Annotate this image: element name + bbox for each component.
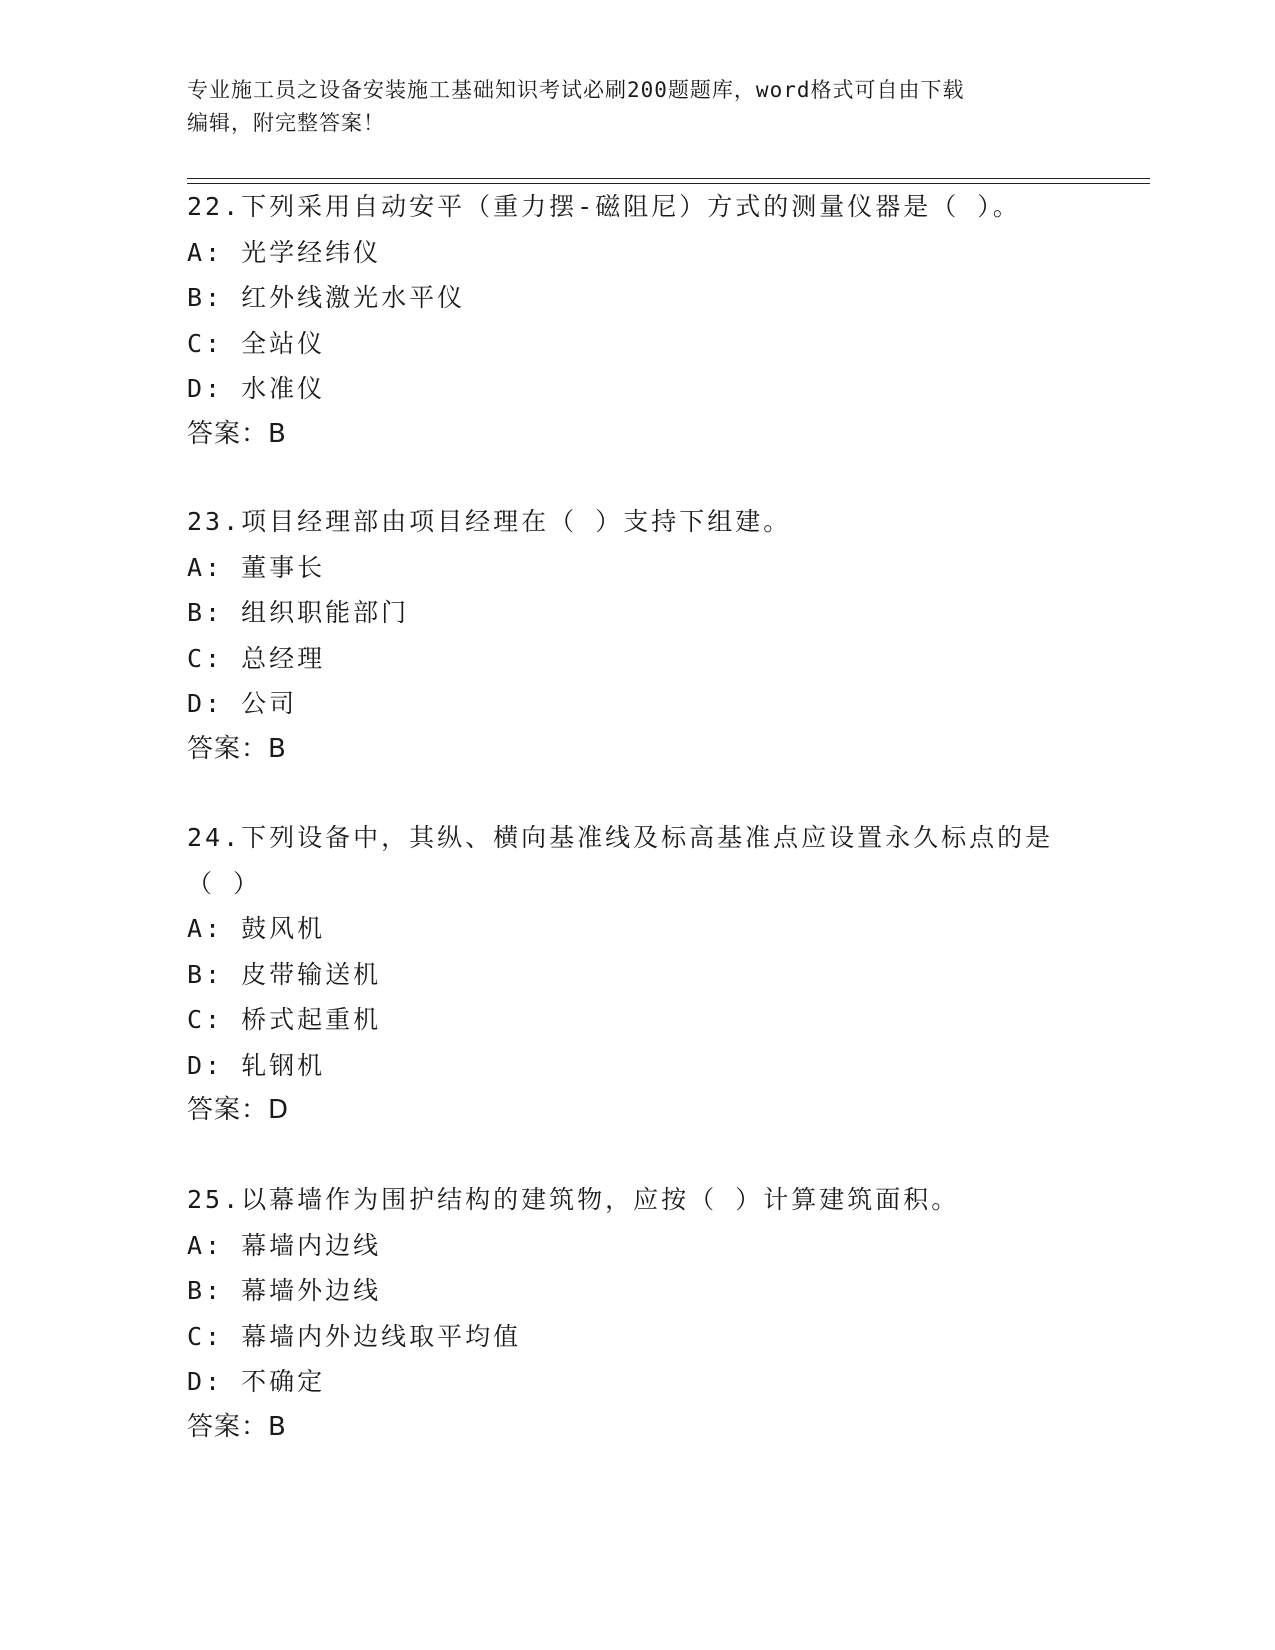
question-stem: 25.以幕墙作为围护结构的建筑物，应按（ ）计算建筑面积。 [187,1185,960,1214]
option-c: C: 全站仪 [187,328,326,358]
option-b: B: 皮带输送机 [187,959,382,989]
option-a: A: 鼓风机 [187,914,326,943]
header-line-2: 编辑，附完整答案！ [187,111,385,135]
answer-label: 答案：D [187,1095,290,1125]
option-d: D: 水准仪 [187,374,326,403]
answer-label: 答案：B [187,733,287,764]
answer-label: 答案：B [187,1411,287,1442]
option-b: B: 幕墙外边线 [187,1276,382,1305]
option-b: B: 组织职能部门 [187,598,410,627]
option-d: D: 公司 [187,689,298,718]
option-c: C: 总经理 [187,643,326,673]
option-c: C: 桥式起重机 [187,1005,382,1034]
question-22 [187,184,1087,457]
question-stem-line-2: （ ） [187,868,262,898]
option-a: A: 光学经纬仪 [187,237,382,267]
question-stem-line-1: 24.下列设备中，其纵、横向基准线及标高基准点应设置永久标点的是 [187,823,1054,852]
answer-label: 答案：B [187,418,287,449]
option-d: D: 不确定 [187,1367,326,1396]
option-b: B: 红外线激光水平仪 [187,283,466,312]
option-a: A: 幕墙内边线 [187,1230,382,1260]
question-stem: 23.项目经理部由项目经理在（ ）支持下组建。 [187,507,792,536]
question-25 [187,1177,1087,1450]
header-divider-top [187,178,1150,179]
header-line-1: 专业施工员之设备安装施工基础知识考试必刷200题题库，word格式可自由下载 [187,78,965,102]
question-24 [187,815,1087,1134]
option-a: A: 董事长 [187,552,326,582]
option-c: C: 幕墙内外边线取平均值 [187,1321,522,1351]
question-stem: 22.下列采用自动安平（重力摆-磁阻尼）方式的测量仪器是（ ）。 [187,192,1021,221]
document-header [187,74,1087,140]
option-d: D: 轧钢机 [187,1050,326,1080]
question-23 [187,499,1087,772]
